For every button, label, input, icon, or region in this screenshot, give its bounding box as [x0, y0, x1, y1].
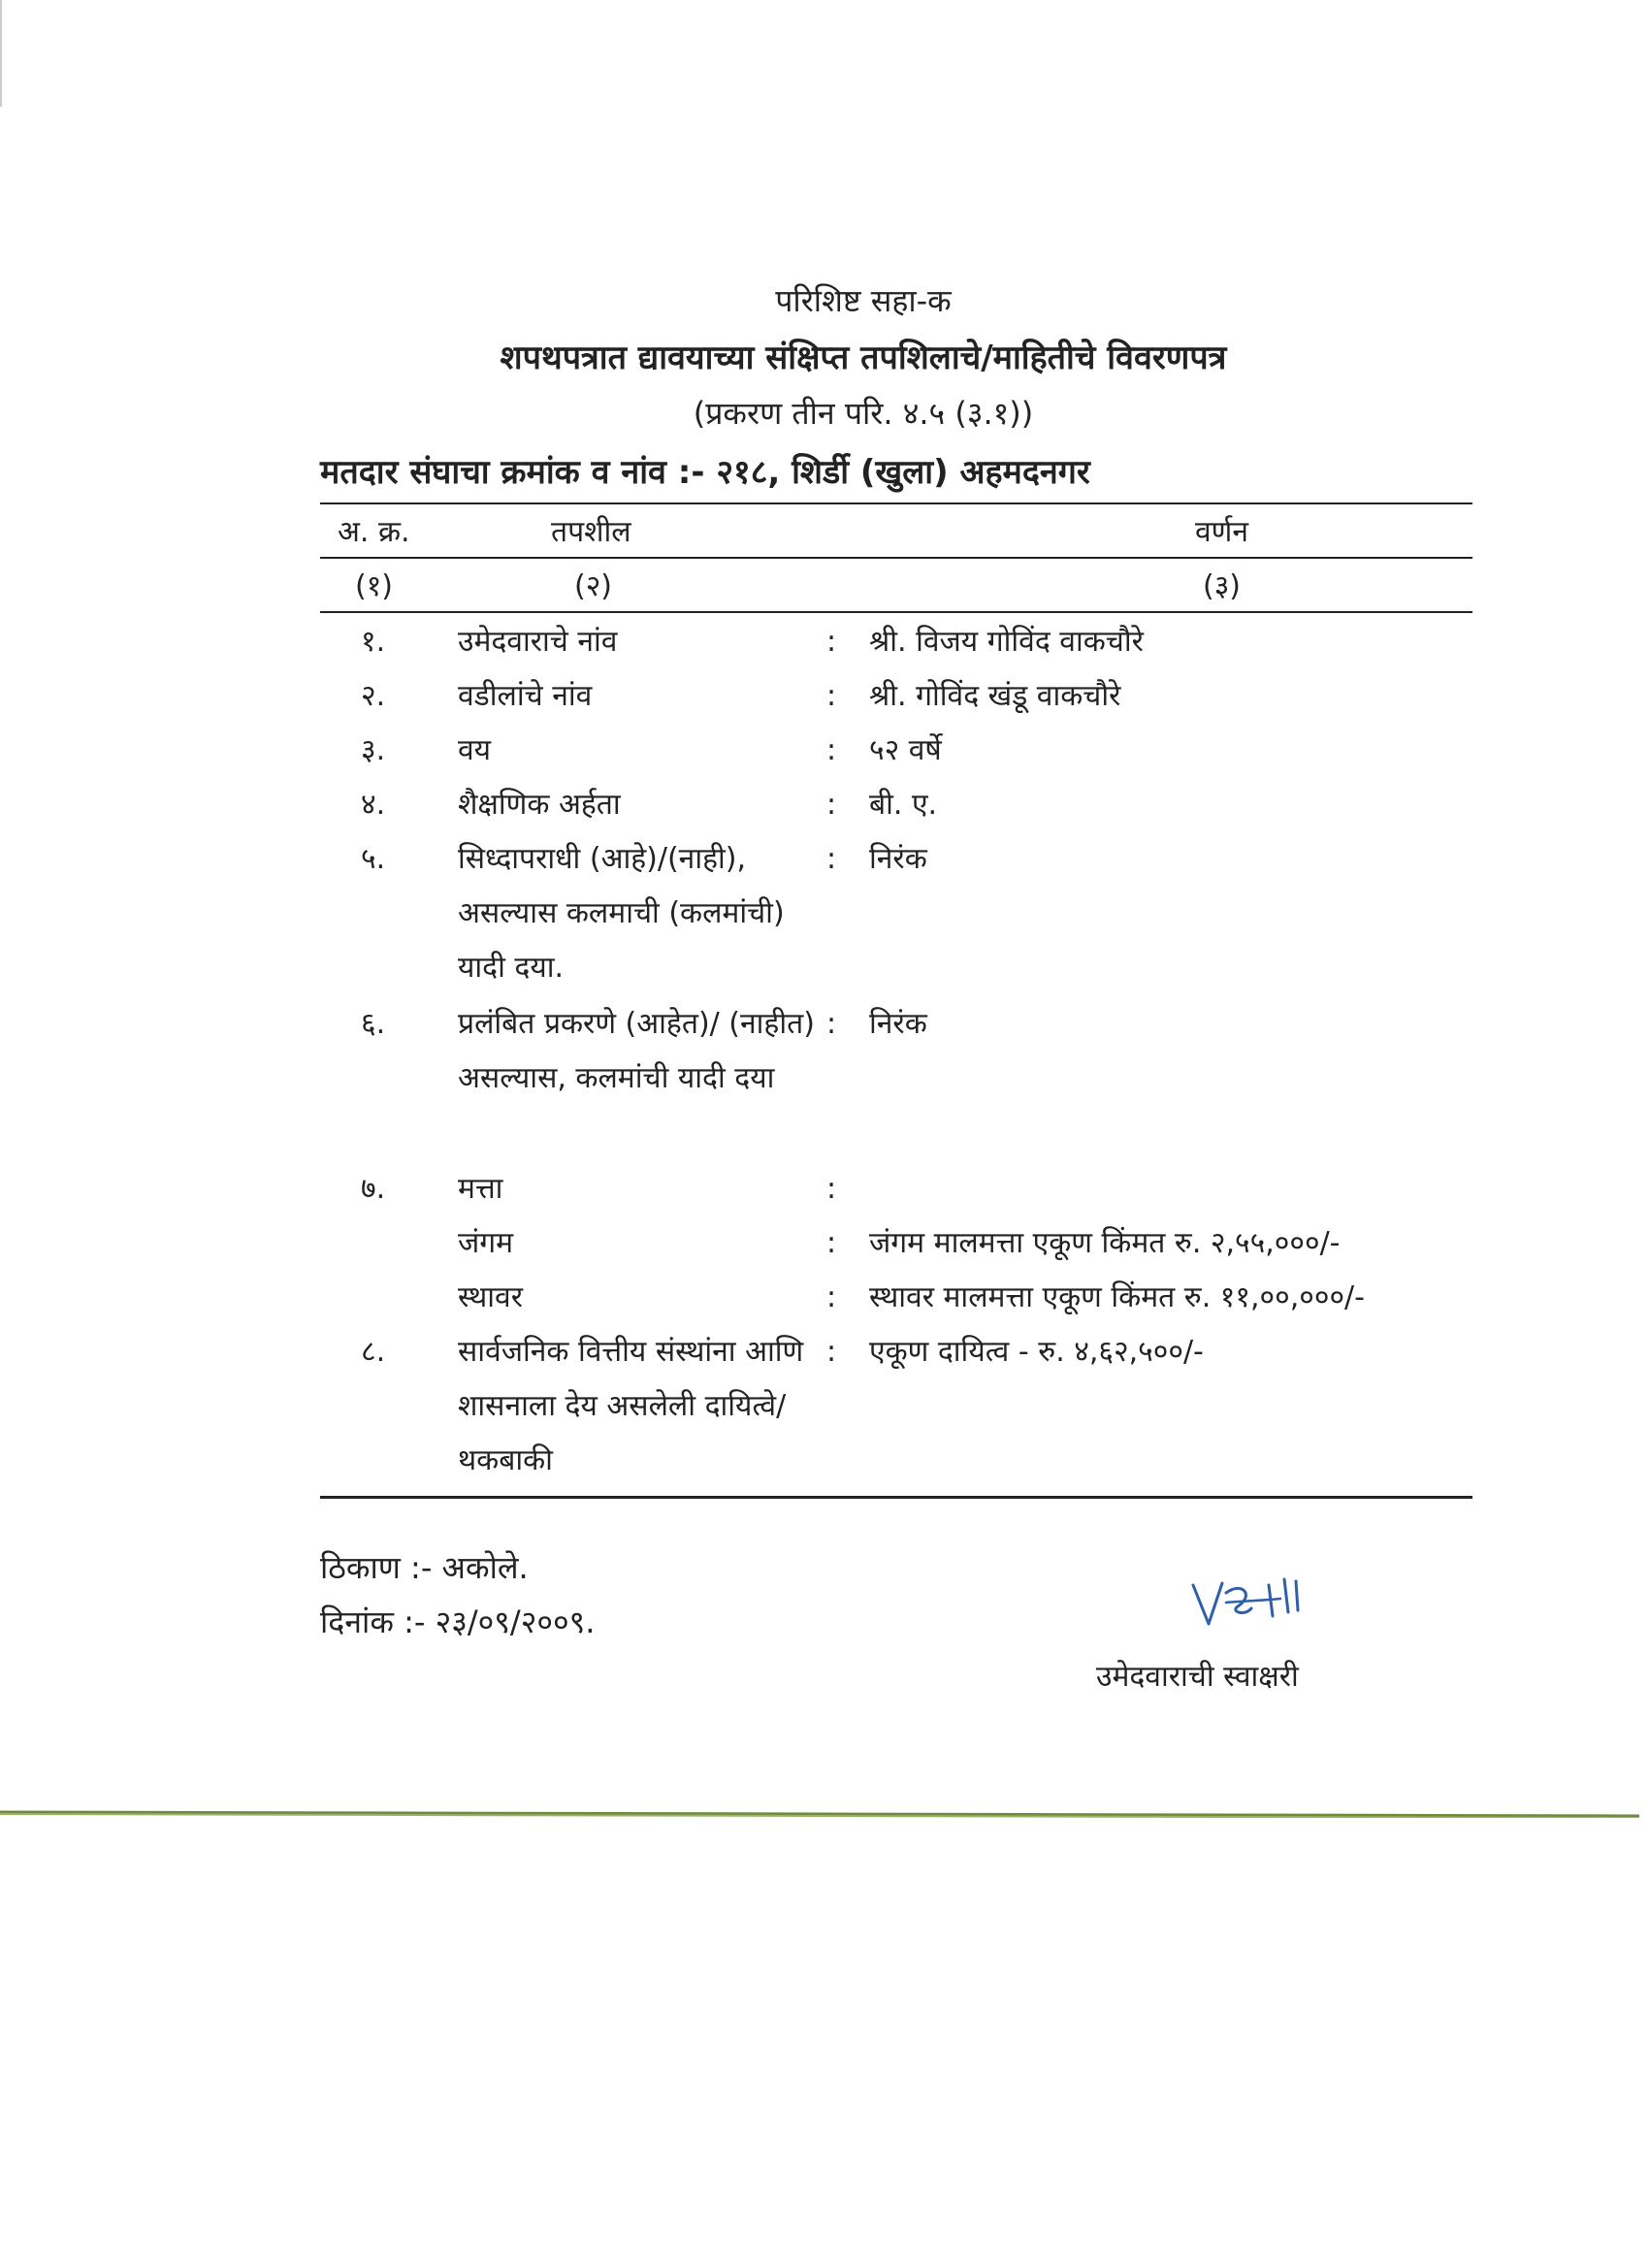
row-colon: : — [826, 1172, 837, 1206]
scan-edge — [0, 0, 2, 107]
row-colon: : — [826, 1335, 837, 1369]
table-bottom-rule — [320, 1496, 1472, 1499]
row-number: ७. — [361, 1172, 386, 1206]
row-label: सार्वजनिक वित्तीय संस्थांना आणि शासनाला देय असलेली दायित्वे/थकबाकी — [458, 1335, 804, 1477]
row-label: मत्ता — [458, 1172, 503, 1206]
row-label: सिध्दापराधी (आहे)/(नाही), असल्यास कलमाची (कलमांची) यादी दया. — [458, 842, 785, 985]
column-number-3: (३) — [1203, 569, 1242, 603]
row-value: स्थावर मालमत्ता एकूण किंमत रु. ११,००,०००/- — [869, 1280, 1365, 1314]
row-number: ५. — [361, 842, 386, 876]
signature-caption: उमेदवाराची स्वाक्षरी — [1096, 1660, 1299, 1694]
row-label: वय — [458, 733, 492, 767]
header-details: तपशील — [551, 515, 631, 549]
table-header-rule — [320, 557, 1472, 559]
row-colon: : — [826, 679, 837, 713]
row-colon: : — [826, 1280, 837, 1314]
row-number: २. — [361, 679, 386, 713]
row-label: जंगम — [458, 1226, 514, 1260]
row-value: जंगम मालमत्ता एकूण किंमत रु. २,५५,०००/- — [869, 1226, 1341, 1260]
row-label: शैक्षणिक अर्हता — [458, 788, 621, 822]
row-value: श्री. विजय गोविंद वाकचौरे — [869, 625, 1144, 659]
row-number: ३. — [361, 733, 386, 767]
row-value: श्री. गोविंद खंडू वाकचौरे — [869, 679, 1121, 713]
place-line: ठिकाण :- अकोले. — [320, 1549, 529, 1586]
date-line: दिनांक :- २३/०९/२००९. — [320, 1604, 596, 1640]
row-label: उमेदवाराचे नांव — [458, 625, 618, 659]
row-number: १. — [361, 625, 386, 659]
row-label: स्थावर — [458, 1280, 523, 1314]
row-number: ८. — [361, 1335, 386, 1369]
row-value: निरंक — [869, 842, 927, 876]
signature-mark — [1187, 1573, 1323, 1641]
table-top-rule — [320, 502, 1472, 504]
row-colon: : — [826, 733, 837, 767]
row-colon: : — [826, 625, 837, 659]
constituency-line: मतदार संघाचा क्रमांक व नांव :- २१८, शिर्डी (खुला) अहमदनगर — [320, 453, 1090, 492]
document-title: शपथपत्रात द्यावयाच्या संक्षिप्त तपशिलाचे/माहितीचे विवरणपत्र — [500, 339, 1227, 377]
column-number-1: (१) — [355, 569, 394, 603]
row-value: एकूण दायित्व - रु. ४,६२,५००/- — [869, 1335, 1204, 1369]
header-description: वर्णन — [1195, 515, 1249, 549]
row-number: ४. — [361, 788, 386, 822]
row-label: प्रलंबित प्रकरणे (आहेत)/ (नाहीत) असल्यास, कलमांची यादी दया — [458, 1007, 815, 1095]
row-value: ५२ वर्षे — [869, 733, 942, 767]
scan-stripe — [0, 1810, 1639, 1818]
document-subtitle: (प्रकरण तीन परि. ४.५ (३.१)) — [693, 395, 1034, 432]
row-colon: : — [826, 842, 837, 876]
column-number-2: (२) — [574, 569, 613, 603]
table-body-rule — [320, 611, 1472, 613]
row-number: ६. — [361, 1007, 386, 1041]
row-label: वडीलांचे नांव — [458, 679, 593, 713]
row-colon: : — [826, 788, 837, 822]
appendix-title: परिशिष्ट सहा-क — [775, 282, 952, 319]
row-value: निरंक — [869, 1007, 927, 1041]
row-value: बी. ए. — [869, 788, 938, 822]
header-serial: अ. क्र. — [338, 515, 410, 549]
row-colon: : — [826, 1007, 837, 1041]
row-colon: : — [826, 1226, 837, 1260]
